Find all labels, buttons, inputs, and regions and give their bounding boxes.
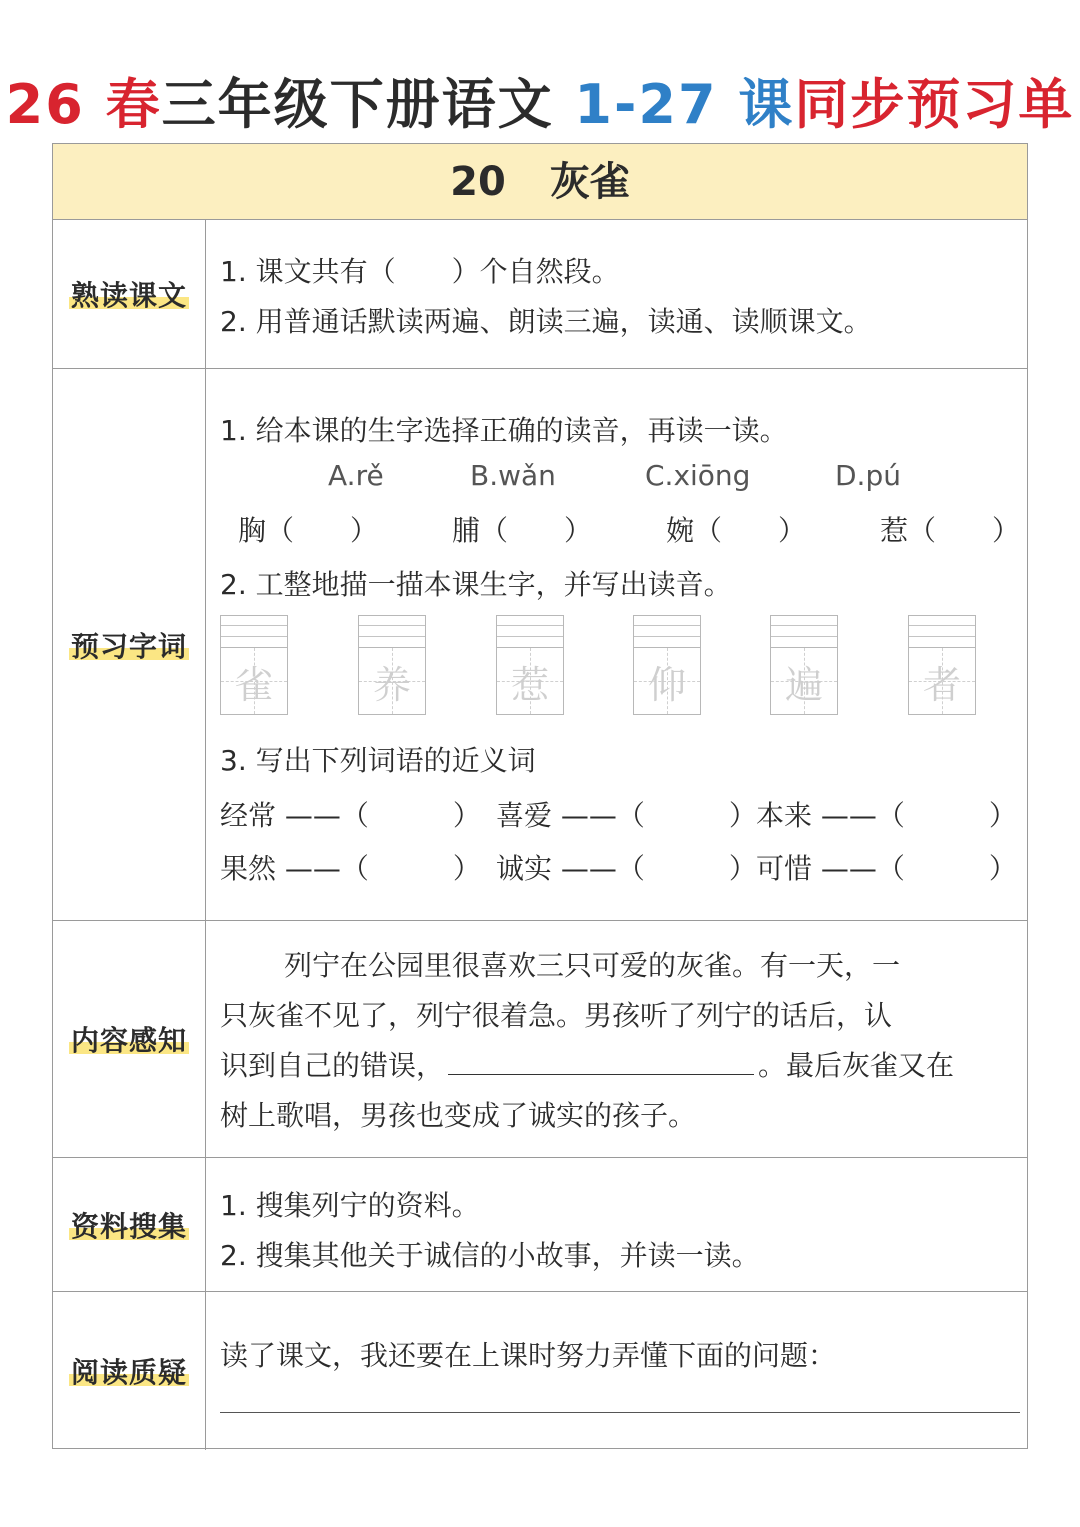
tian-grid-box xyxy=(220,647,288,715)
trace-character: 惹 xyxy=(510,662,549,707)
pinyin-option: A.rě xyxy=(328,459,384,492)
collect-line-2: 2. 搜集其他关于诚信的小故事，并读一读。 xyxy=(220,1239,760,1272)
synonym-item[interactable]: 果然 ——（ ） xyxy=(220,852,481,885)
vocab-question-2: 2. 工整地描一描本课生字，并写出读音。 xyxy=(220,568,732,601)
tian-grid-box xyxy=(496,647,564,715)
tracing-grid[interactable] xyxy=(633,615,701,715)
trace-character: 雀 xyxy=(234,662,273,707)
page-title xyxy=(0,62,1080,139)
title-part-2: 三年级下册语文 xyxy=(161,73,554,136)
answer-line[interactable] xyxy=(220,1412,1020,1413)
synonym-item[interactable]: 诚实 ——（ ） xyxy=(496,852,757,885)
section-label-cell xyxy=(53,220,206,368)
section-label-cell xyxy=(53,1292,206,1450)
section-label: 阅读质疑 xyxy=(69,1351,189,1391)
pinyin-lines xyxy=(633,615,701,647)
trace-character: 养 xyxy=(372,662,411,707)
synonym-item[interactable]: 喜爱 ——（ ） xyxy=(496,799,757,832)
paragraph-line-3-start: 识到自己的错误， xyxy=(220,1049,445,1082)
pinyin-lines xyxy=(496,615,564,647)
title-part-1: 26 春 xyxy=(5,73,162,136)
tracing-grid[interactable] xyxy=(908,615,976,715)
section-label: 资料搜集 xyxy=(69,1205,189,1245)
title-part-4: 同步预习单 xyxy=(794,73,1075,136)
tracing-grid[interactable] xyxy=(358,615,426,715)
paragraph-line-3 xyxy=(220,1041,1020,1091)
lesson-number: 20 xyxy=(450,159,506,205)
section-content-perception xyxy=(53,921,1027,1158)
question-prompt: 读了课文，我还要在上课时努力弄懂下面的问题： xyxy=(220,1339,837,1372)
pinyin-lines xyxy=(770,615,838,647)
synonym-item[interactable]: 经常 ——（ ） xyxy=(220,799,481,832)
worksheet-table xyxy=(52,143,1028,1449)
section-reading xyxy=(53,220,1027,369)
pinyin-lines xyxy=(908,615,976,647)
trace-character: 者 xyxy=(922,662,961,707)
tracing-grid[interactable] xyxy=(770,615,838,715)
section-collect xyxy=(53,1158,1027,1292)
synonym-item[interactable]: 本来 ——（ ） xyxy=(756,799,1017,832)
pinyin-option: B.wǎn xyxy=(470,459,556,492)
section-label-cell xyxy=(53,369,206,920)
tian-grid-box xyxy=(633,647,701,715)
synonym-item[interactable]: 可惜 ——（ ） xyxy=(756,852,1017,885)
paragraph-line-1: 列宁在公园里很喜欢三只可爱的灰雀。有一天，一 xyxy=(284,949,901,982)
pinyin-lines xyxy=(220,615,288,647)
section-vocab xyxy=(53,369,1027,921)
tian-grid-box xyxy=(908,647,976,715)
paragraph-line-3-end: 。最后灰雀又在 xyxy=(758,1049,955,1082)
char-choice: 惹（ ） xyxy=(880,514,1021,547)
trace-character: 仰 xyxy=(647,662,686,707)
pinyin-option: C.xiōng xyxy=(645,459,751,492)
section-label: 内容感知 xyxy=(69,1019,189,1059)
fill-in-blank[interactable] xyxy=(448,1048,754,1075)
pinyin-lines xyxy=(358,615,426,647)
char-choice: 脯（ ） xyxy=(452,514,593,547)
trace-character: 遍 xyxy=(784,662,823,707)
section-label: 预习字词 xyxy=(69,625,189,665)
section-question xyxy=(53,1292,1027,1450)
vocab-question-3: 3. 写出下列词语的近义词 xyxy=(220,744,536,777)
char-choice: 胸（ ） xyxy=(238,514,379,547)
vocab-question-1: 1. 给本课的生字选择正确的读音，再读一读。 xyxy=(220,414,788,447)
tracing-grid[interactable] xyxy=(220,615,288,715)
collect-line-1: 1. 搜集列宁的资料。 xyxy=(220,1189,480,1222)
section-label-cell xyxy=(53,921,206,1157)
char-choice: 婉（ ） xyxy=(666,514,807,547)
tracing-grid[interactable] xyxy=(496,615,564,715)
tian-grid-box xyxy=(358,647,426,715)
reading-line-2: 2. 用普通话默读两遍、朗读三遍，读通、读顺课文。 xyxy=(220,305,872,338)
reading-line-1: 1. 课文共有（ ）个自然段。 xyxy=(220,255,620,288)
tian-grid-box xyxy=(770,647,838,715)
pinyin-option: D.pú xyxy=(835,459,901,492)
section-label: 熟读课文 xyxy=(69,274,189,314)
paragraph-line-4: 树上歌唱，男孩也变成了诚实的孩子。 xyxy=(220,1099,697,1132)
paragraph-line-2: 只灰雀不见了，列宁很着急。男孩听了列宁的话后，认 xyxy=(220,999,893,1032)
lesson-header xyxy=(53,144,1027,220)
section-label-cell xyxy=(53,1158,206,1291)
lesson-name: 灰雀 xyxy=(549,159,630,205)
title-part-3: 1-27 课 xyxy=(574,73,795,136)
